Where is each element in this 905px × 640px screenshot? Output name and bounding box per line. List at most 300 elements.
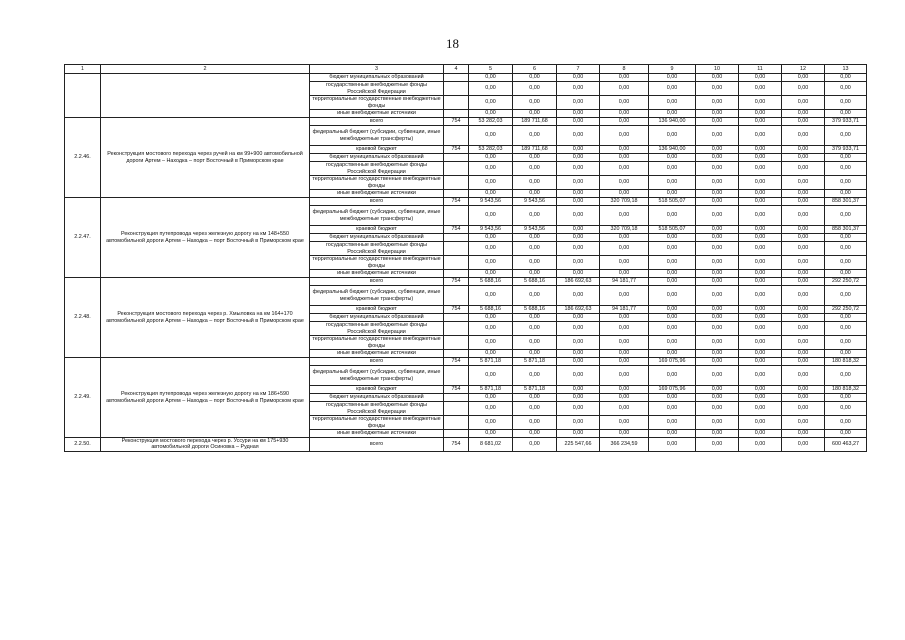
amount-cell: 0,00 — [469, 234, 513, 242]
amount-cell: 0,00 — [513, 286, 557, 306]
amount-cell: 189 711,68 — [513, 146, 557, 154]
budget-code-cell — [444, 82, 469, 96]
amount-cell: 0,00 — [600, 154, 649, 162]
budget-code-cell — [444, 234, 469, 242]
amount-cell: 0,00 — [782, 154, 825, 162]
budget-code-cell: 754 — [444, 438, 469, 452]
amount-cell: 0,00 — [696, 96, 739, 110]
amount-cell: 0,00 — [739, 198, 782, 206]
amount-cell: 0,00 — [469, 110, 513, 118]
budget-code-cell — [444, 256, 469, 270]
amount-cell: 0,00 — [513, 350, 557, 358]
amount-cell: 0,00 — [513, 234, 557, 242]
amount-cell: 0,00 — [825, 314, 867, 322]
amount-cell: 0,00 — [557, 154, 600, 162]
funding-source: федеральный бюджет (субсидии, субвенции, иные межбюджетные трансферты) — [310, 206, 444, 226]
funding-source: государственные внебюджетные фонды Российской Федерации — [310, 402, 444, 416]
amount-cell: 0,00 — [782, 350, 825, 358]
column-header: 1 — [65, 65, 101, 74]
amount-cell: 0,00 — [600, 176, 649, 190]
table-row — [65, 118, 867, 126]
amount-cell: 0,00 — [739, 350, 782, 358]
amount-cell: 0,00 — [696, 118, 739, 126]
amount-cell: 0,00 — [696, 270, 739, 278]
amount-cell: 0,00 — [739, 82, 782, 96]
amount-cell: 0,00 — [513, 336, 557, 350]
amount-cell: 0,00 — [825, 270, 867, 278]
amount-cell: 0,00 — [696, 394, 739, 402]
amount-cell: 292 250,72 — [825, 306, 867, 314]
funding-source: иные внебюджетные источники — [310, 270, 444, 278]
amount-cell: 0,00 — [649, 402, 696, 416]
amount-cell: 0,00 — [696, 350, 739, 358]
amount-cell: 858 301,37 — [825, 198, 867, 206]
amount-cell: 0,00 — [469, 350, 513, 358]
amount-cell: 0,00 — [782, 206, 825, 226]
amount-cell: 0,00 — [513, 314, 557, 322]
amount-cell: 0,00 — [782, 162, 825, 176]
amount-cell: 0,00 — [696, 146, 739, 154]
amount-cell: 186 692,63 — [557, 306, 600, 314]
amount-cell: 0,00 — [649, 336, 696, 350]
amount-cell: 0,00 — [825, 286, 867, 306]
amount-cell: 0,00 — [696, 438, 739, 452]
amount-cell: 0,00 — [600, 322, 649, 336]
amount-cell: 0,00 — [739, 416, 782, 430]
amount-cell: 0,00 — [600, 270, 649, 278]
budget-code-cell — [444, 394, 469, 402]
amount-cell: 0,00 — [739, 242, 782, 256]
amount-cell: 0,00 — [649, 314, 696, 322]
amount-cell: 0,00 — [649, 96, 696, 110]
amount-cell: 0,00 — [649, 206, 696, 226]
amount-cell: 0,00 — [782, 336, 825, 350]
amount-cell: 0,00 — [825, 242, 867, 256]
column-header: 5 — [469, 65, 513, 74]
amount-cell: 0,00 — [739, 386, 782, 394]
column-header: 12 — [782, 65, 825, 74]
amount-cell: 0,00 — [600, 366, 649, 386]
amount-cell: 0,00 — [825, 96, 867, 110]
budget-code-cell — [444, 366, 469, 386]
funding-source: государственные внебюджетные фонды Российской Федерации — [310, 322, 444, 336]
amount-cell: 320 709,18 — [600, 198, 649, 206]
amount-cell: 186 692,63 — [557, 278, 600, 286]
amount-cell: 858 301,37 — [825, 226, 867, 234]
amount-cell: 0,00 — [557, 82, 600, 96]
amount-cell: 0,00 — [696, 110, 739, 118]
amount-cell: 0,00 — [696, 82, 739, 96]
budget-code-cell — [444, 286, 469, 306]
funding-source: федеральный бюджет (субсидии, субвенции, иные межбюджетные трансферты) — [310, 126, 444, 146]
amount-cell: 0,00 — [600, 430, 649, 438]
amount-cell: 0,00 — [825, 82, 867, 96]
amount-cell: 0,00 — [782, 82, 825, 96]
amount-cell: 0,00 — [782, 306, 825, 314]
amount-cell: 0,00 — [649, 322, 696, 336]
amount-cell: 0,00 — [825, 430, 867, 438]
amount-cell: 0,00 — [557, 226, 600, 234]
budget-code-cell: 754 — [444, 118, 469, 126]
amount-cell: 0,00 — [825, 322, 867, 336]
amount-cell: 5 688,16 — [513, 306, 557, 314]
table-row — [65, 358, 867, 366]
budget-code-cell — [444, 126, 469, 146]
amount-cell: 0,00 — [825, 162, 867, 176]
amount-cell: 0,00 — [696, 366, 739, 386]
amount-cell: 0,00 — [825, 256, 867, 270]
funding-source: иные внебюджетные источники — [310, 190, 444, 198]
amount-cell: 0,00 — [469, 154, 513, 162]
amount-cell: 0,00 — [513, 242, 557, 256]
funding-source: краевой бюджет — [310, 306, 444, 314]
amount-cell: 0,00 — [600, 110, 649, 118]
amount-cell: 0,00 — [649, 162, 696, 176]
amount-cell: 0,00 — [649, 430, 696, 438]
amount-cell: 0,00 — [696, 314, 739, 322]
column-header: 13 — [825, 65, 867, 74]
funding-source: территориальные государственные внебюджетные фонды — [310, 96, 444, 110]
amount-cell: 0,00 — [557, 402, 600, 416]
amount-cell: 0,00 — [557, 242, 600, 256]
budget-table — [64, 64, 867, 452]
item-name: Реконструкция мостового перехода через р. Уссури на км 175+930 автомобильной дороги Осиновка – Рудная — [101, 438, 310, 452]
amount-cell: 0,00 — [739, 146, 782, 154]
amount-cell: 0,00 — [739, 314, 782, 322]
amount-cell: 136 940,00 — [649, 118, 696, 126]
amount-cell: 0,00 — [469, 270, 513, 278]
amount-cell: 0,00 — [739, 430, 782, 438]
budget-code-cell — [444, 270, 469, 278]
amount-cell: 0,00 — [649, 190, 696, 198]
budget-code-cell — [444, 322, 469, 336]
amount-cell: 5 871,18 — [513, 358, 557, 366]
amount-cell: 0,00 — [469, 394, 513, 402]
amount-cell: 5 688,16 — [513, 278, 557, 286]
amount-cell: 0,00 — [739, 438, 782, 452]
amount-cell: 0,00 — [782, 278, 825, 286]
amount-cell: 0,00 — [649, 74, 696, 82]
amount-cell: 0,00 — [513, 438, 557, 452]
amount-cell: 189 711,68 — [513, 118, 557, 126]
funding-source: всего — [310, 118, 444, 126]
amount-cell: 5 688,16 — [469, 278, 513, 286]
amount-cell: 0,00 — [782, 386, 825, 394]
amount-cell: 94 181,77 — [600, 306, 649, 314]
funding-source: территориальные государственные внебюджетные фонды — [310, 336, 444, 350]
amount-cell: 0,00 — [649, 416, 696, 430]
amount-cell: 0,00 — [513, 96, 557, 110]
amount-cell: 0,00 — [739, 366, 782, 386]
amount-cell: 0,00 — [696, 190, 739, 198]
amount-cell: 0,00 — [557, 206, 600, 226]
amount-cell: 0,00 — [649, 126, 696, 146]
amount-cell: 518 505,07 — [649, 226, 696, 234]
amount-cell: 0,00 — [469, 96, 513, 110]
amount-cell: 0,00 — [600, 402, 649, 416]
column-number-row — [65, 65, 867, 74]
amount-cell: 0,00 — [469, 190, 513, 198]
amount-cell: 0,00 — [649, 306, 696, 314]
amount-cell: 0,00 — [469, 366, 513, 386]
amount-cell: 0,00 — [782, 96, 825, 110]
amount-cell: 0,00 — [649, 154, 696, 162]
budget-code-cell — [444, 176, 469, 190]
budget-code-cell: 754 — [444, 306, 469, 314]
funding-source: бюджет муниципальных образований — [310, 394, 444, 402]
funding-source: территориальные государственные внебюджетные фонды — [310, 256, 444, 270]
amount-cell: 0,00 — [513, 402, 557, 416]
item-name: Реконструкция мостового перехода через ручей на км 99+900 автомобильной дороги Артем – Находка – порт Восточный в Приморском крае — [101, 118, 310, 198]
amount-cell: 0,00 — [696, 306, 739, 314]
amount-cell: 0,00 — [782, 74, 825, 82]
amount-cell: 0,00 — [600, 336, 649, 350]
amount-cell: 518 505,07 — [649, 198, 696, 206]
amount-cell: 0,00 — [649, 350, 696, 358]
amount-cell: 0,00 — [696, 154, 739, 162]
amount-cell: 0,00 — [739, 96, 782, 110]
amount-cell: 0,00 — [513, 416, 557, 430]
budget-code-cell — [444, 402, 469, 416]
amount-cell: 0,00 — [696, 176, 739, 190]
amount-cell: 0,00 — [696, 198, 739, 206]
amount-cell: 0,00 — [557, 256, 600, 270]
funding-source: территориальные государственные внебюджетные фонды — [310, 416, 444, 430]
table-row — [65, 278, 867, 286]
amount-cell: 0,00 — [696, 278, 739, 286]
amount-cell: 0,00 — [739, 394, 782, 402]
amount-cell: 0,00 — [600, 358, 649, 366]
amount-cell: 0,00 — [557, 146, 600, 154]
amount-cell: 0,00 — [696, 402, 739, 416]
funding-source: всего — [310, 438, 444, 452]
amount-cell: 0,00 — [469, 206, 513, 226]
budget-code-cell — [444, 416, 469, 430]
item-name-cell — [101, 74, 310, 118]
amount-cell: 169 075,96 — [649, 358, 696, 366]
amount-cell: 0,00 — [649, 176, 696, 190]
amount-cell: 0,00 — [600, 416, 649, 430]
amount-cell: 9 543,56 — [513, 198, 557, 206]
amount-cell: 0,00 — [557, 350, 600, 358]
amount-cell: 0,00 — [739, 270, 782, 278]
amount-cell: 0,00 — [825, 366, 867, 386]
amount-cell: 0,00 — [649, 82, 696, 96]
amount-cell: 0,00 — [557, 314, 600, 322]
amount-cell: 0,00 — [469, 314, 513, 322]
amount-cell: 600 463,27 — [825, 438, 867, 452]
amount-cell: 0,00 — [557, 74, 600, 82]
funding-source: государственные внебюджетные фонды Российской Федерации — [310, 82, 444, 96]
funding-source: бюджет муниципальных образований — [310, 234, 444, 242]
amount-cell: 0,00 — [696, 226, 739, 234]
amount-cell: 0,00 — [649, 234, 696, 242]
funding-source: федеральный бюджет (субсидии, субвенции, иные межбюджетные трансферты) — [310, 366, 444, 386]
item-name: Реконструкция путепровода через железную дорогу на км 186+590 автомобильной дороги Артем – Находка – порт Восточный в Приморском крае — [101, 358, 310, 438]
column-header: 2 — [101, 65, 310, 74]
funding-source: иные внебюджетные источники — [310, 350, 444, 358]
budget-code-cell: 754 — [444, 226, 469, 234]
amount-cell: 9 543,56 — [513, 226, 557, 234]
amount-cell: 0,00 — [469, 74, 513, 82]
amount-cell: 0,00 — [739, 162, 782, 176]
amount-cell: 5 871,18 — [513, 386, 557, 394]
amount-cell: 225 547,66 — [557, 438, 600, 452]
amount-cell: 320 709,18 — [600, 226, 649, 234]
budget-code-cell — [444, 206, 469, 226]
amount-cell: 0,00 — [825, 394, 867, 402]
amount-cell: 0,00 — [513, 256, 557, 270]
amount-cell: 0,00 — [825, 206, 867, 226]
amount-cell: 0,00 — [513, 126, 557, 146]
item-code: 2.2.48. — [65, 278, 101, 358]
amount-cell: 0,00 — [739, 234, 782, 242]
amount-cell: 0,00 — [469, 430, 513, 438]
amount-cell: 0,00 — [469, 416, 513, 430]
item-code: 2.2.47. — [65, 198, 101, 278]
budget-code-cell — [444, 154, 469, 162]
amount-cell: 0,00 — [696, 286, 739, 306]
amount-cell: 0,00 — [739, 306, 782, 314]
amount-cell: 0,00 — [557, 358, 600, 366]
amount-cell: 0,00 — [782, 256, 825, 270]
amount-cell: 0,00 — [782, 394, 825, 402]
amount-cell: 0,00 — [782, 126, 825, 146]
amount-cell: 0,00 — [513, 270, 557, 278]
amount-cell: 0,00 — [696, 162, 739, 176]
column-header: 7 — [557, 65, 600, 74]
amount-cell: 0,00 — [739, 336, 782, 350]
amount-cell: 0,00 — [696, 430, 739, 438]
column-header: 10 — [696, 65, 739, 74]
amount-cell: 180 818,32 — [825, 386, 867, 394]
amount-cell: 0,00 — [557, 190, 600, 198]
amount-cell: 0,00 — [825, 234, 867, 242]
amount-cell: 0,00 — [513, 82, 557, 96]
amount-cell: 0,00 — [600, 286, 649, 306]
funding-source: бюджет муниципальных образований — [310, 154, 444, 162]
item-name: Реконструкция путепровода через железную дорогу на км 148+550 автомобильной дороги Артем – Находка – порт Восточный в Приморском крае — [101, 198, 310, 278]
amount-cell: 9 543,56 — [469, 226, 513, 234]
funding-source: краевой бюджет — [310, 386, 444, 394]
table-row — [65, 198, 867, 206]
budget-code-cell — [444, 430, 469, 438]
amount-cell: 0,00 — [649, 286, 696, 306]
amount-cell: 0,00 — [600, 190, 649, 198]
amount-cell: 0,00 — [469, 176, 513, 190]
amount-cell: 0,00 — [469, 256, 513, 270]
amount-cell: 0,00 — [825, 154, 867, 162]
amount-cell: 0,00 — [513, 176, 557, 190]
amount-cell: 379 933,71 — [825, 146, 867, 154]
amount-cell: 53 282,03 — [469, 118, 513, 126]
amount-cell: 0,00 — [782, 110, 825, 118]
amount-cell: 0,00 — [739, 358, 782, 366]
amount-cell: 0,00 — [739, 286, 782, 306]
amount-cell: 0,00 — [739, 176, 782, 190]
amount-cell: 0,00 — [739, 190, 782, 198]
amount-cell: 0,00 — [739, 256, 782, 270]
amount-cell: 0,00 — [696, 256, 739, 270]
amount-cell: 0,00 — [825, 74, 867, 82]
amount-cell: 0,00 — [557, 126, 600, 146]
amount-cell: 0,00 — [825, 336, 867, 350]
funding-source: бюджет муниципальных образований — [310, 74, 444, 82]
amount-cell: 0,00 — [782, 358, 825, 366]
amount-cell: 0,00 — [696, 242, 739, 256]
amount-cell: 0,00 — [600, 126, 649, 146]
amount-cell: 0,00 — [649, 394, 696, 402]
budget-code-cell — [444, 336, 469, 350]
amount-cell: 0,00 — [782, 430, 825, 438]
budget-code-cell — [444, 242, 469, 256]
amount-cell: 0,00 — [600, 118, 649, 126]
budget-code-cell — [444, 96, 469, 110]
amount-cell: 0,00 — [696, 386, 739, 394]
amount-cell: 0,00 — [825, 416, 867, 430]
amount-cell: 0,00 — [782, 198, 825, 206]
amount-cell: 0,00 — [782, 190, 825, 198]
amount-cell: 0,00 — [782, 438, 825, 452]
amount-cell: 366 234,59 — [600, 438, 649, 452]
column-header: 6 — [513, 65, 557, 74]
budget-code-cell — [444, 350, 469, 358]
amount-cell: 0,00 — [739, 110, 782, 118]
amount-cell: 5 688,16 — [469, 306, 513, 314]
amount-cell: 0,00 — [825, 190, 867, 198]
budget-code-cell: 754 — [444, 146, 469, 154]
amount-cell: 0,00 — [739, 126, 782, 146]
amount-cell: 0,00 — [649, 110, 696, 118]
amount-cell: 0,00 — [557, 118, 600, 126]
amount-cell: 0,00 — [513, 322, 557, 336]
funding-source: краевой бюджет — [310, 226, 444, 234]
amount-cell: 0,00 — [696, 206, 739, 226]
amount-cell: 0,00 — [557, 162, 600, 176]
item-code-cell — [65, 74, 101, 118]
amount-cell: 0,00 — [469, 322, 513, 336]
funding-source: краевой бюджет — [310, 146, 444, 154]
amount-cell: 0,00 — [557, 366, 600, 386]
amount-cell: 0,00 — [600, 256, 649, 270]
amount-cell: 0,00 — [513, 366, 557, 386]
item-code: 2.2.49. — [65, 358, 101, 438]
budget-code-cell — [444, 162, 469, 176]
amount-cell: 0,00 — [600, 234, 649, 242]
amount-cell: 0,00 — [739, 402, 782, 416]
amount-cell: 0,00 — [557, 176, 600, 190]
item-code: 2.2.46. — [65, 118, 101, 198]
amount-cell: 0,00 — [696, 74, 739, 82]
amount-cell: 0,00 — [469, 162, 513, 176]
amount-cell: 0,00 — [696, 126, 739, 146]
amount-cell: 0,00 — [600, 242, 649, 256]
table-row — [65, 438, 867, 452]
funding-source: всего — [310, 278, 444, 286]
amount-cell: 0,00 — [782, 402, 825, 416]
funding-source: территориальные государственные внебюджетные фонды — [310, 176, 444, 190]
amount-cell: 0,00 — [557, 110, 600, 118]
column-header: 9 — [649, 65, 696, 74]
budget-code-cell: 754 — [444, 358, 469, 366]
amount-cell: 94 181,77 — [600, 278, 649, 286]
amount-cell: 0,00 — [513, 206, 557, 226]
amount-cell: 0,00 — [649, 438, 696, 452]
table-row — [65, 74, 867, 82]
amount-cell: 0,00 — [782, 176, 825, 190]
funding-source: иные внебюджетные источники — [310, 430, 444, 438]
amount-cell: 0,00 — [696, 416, 739, 430]
